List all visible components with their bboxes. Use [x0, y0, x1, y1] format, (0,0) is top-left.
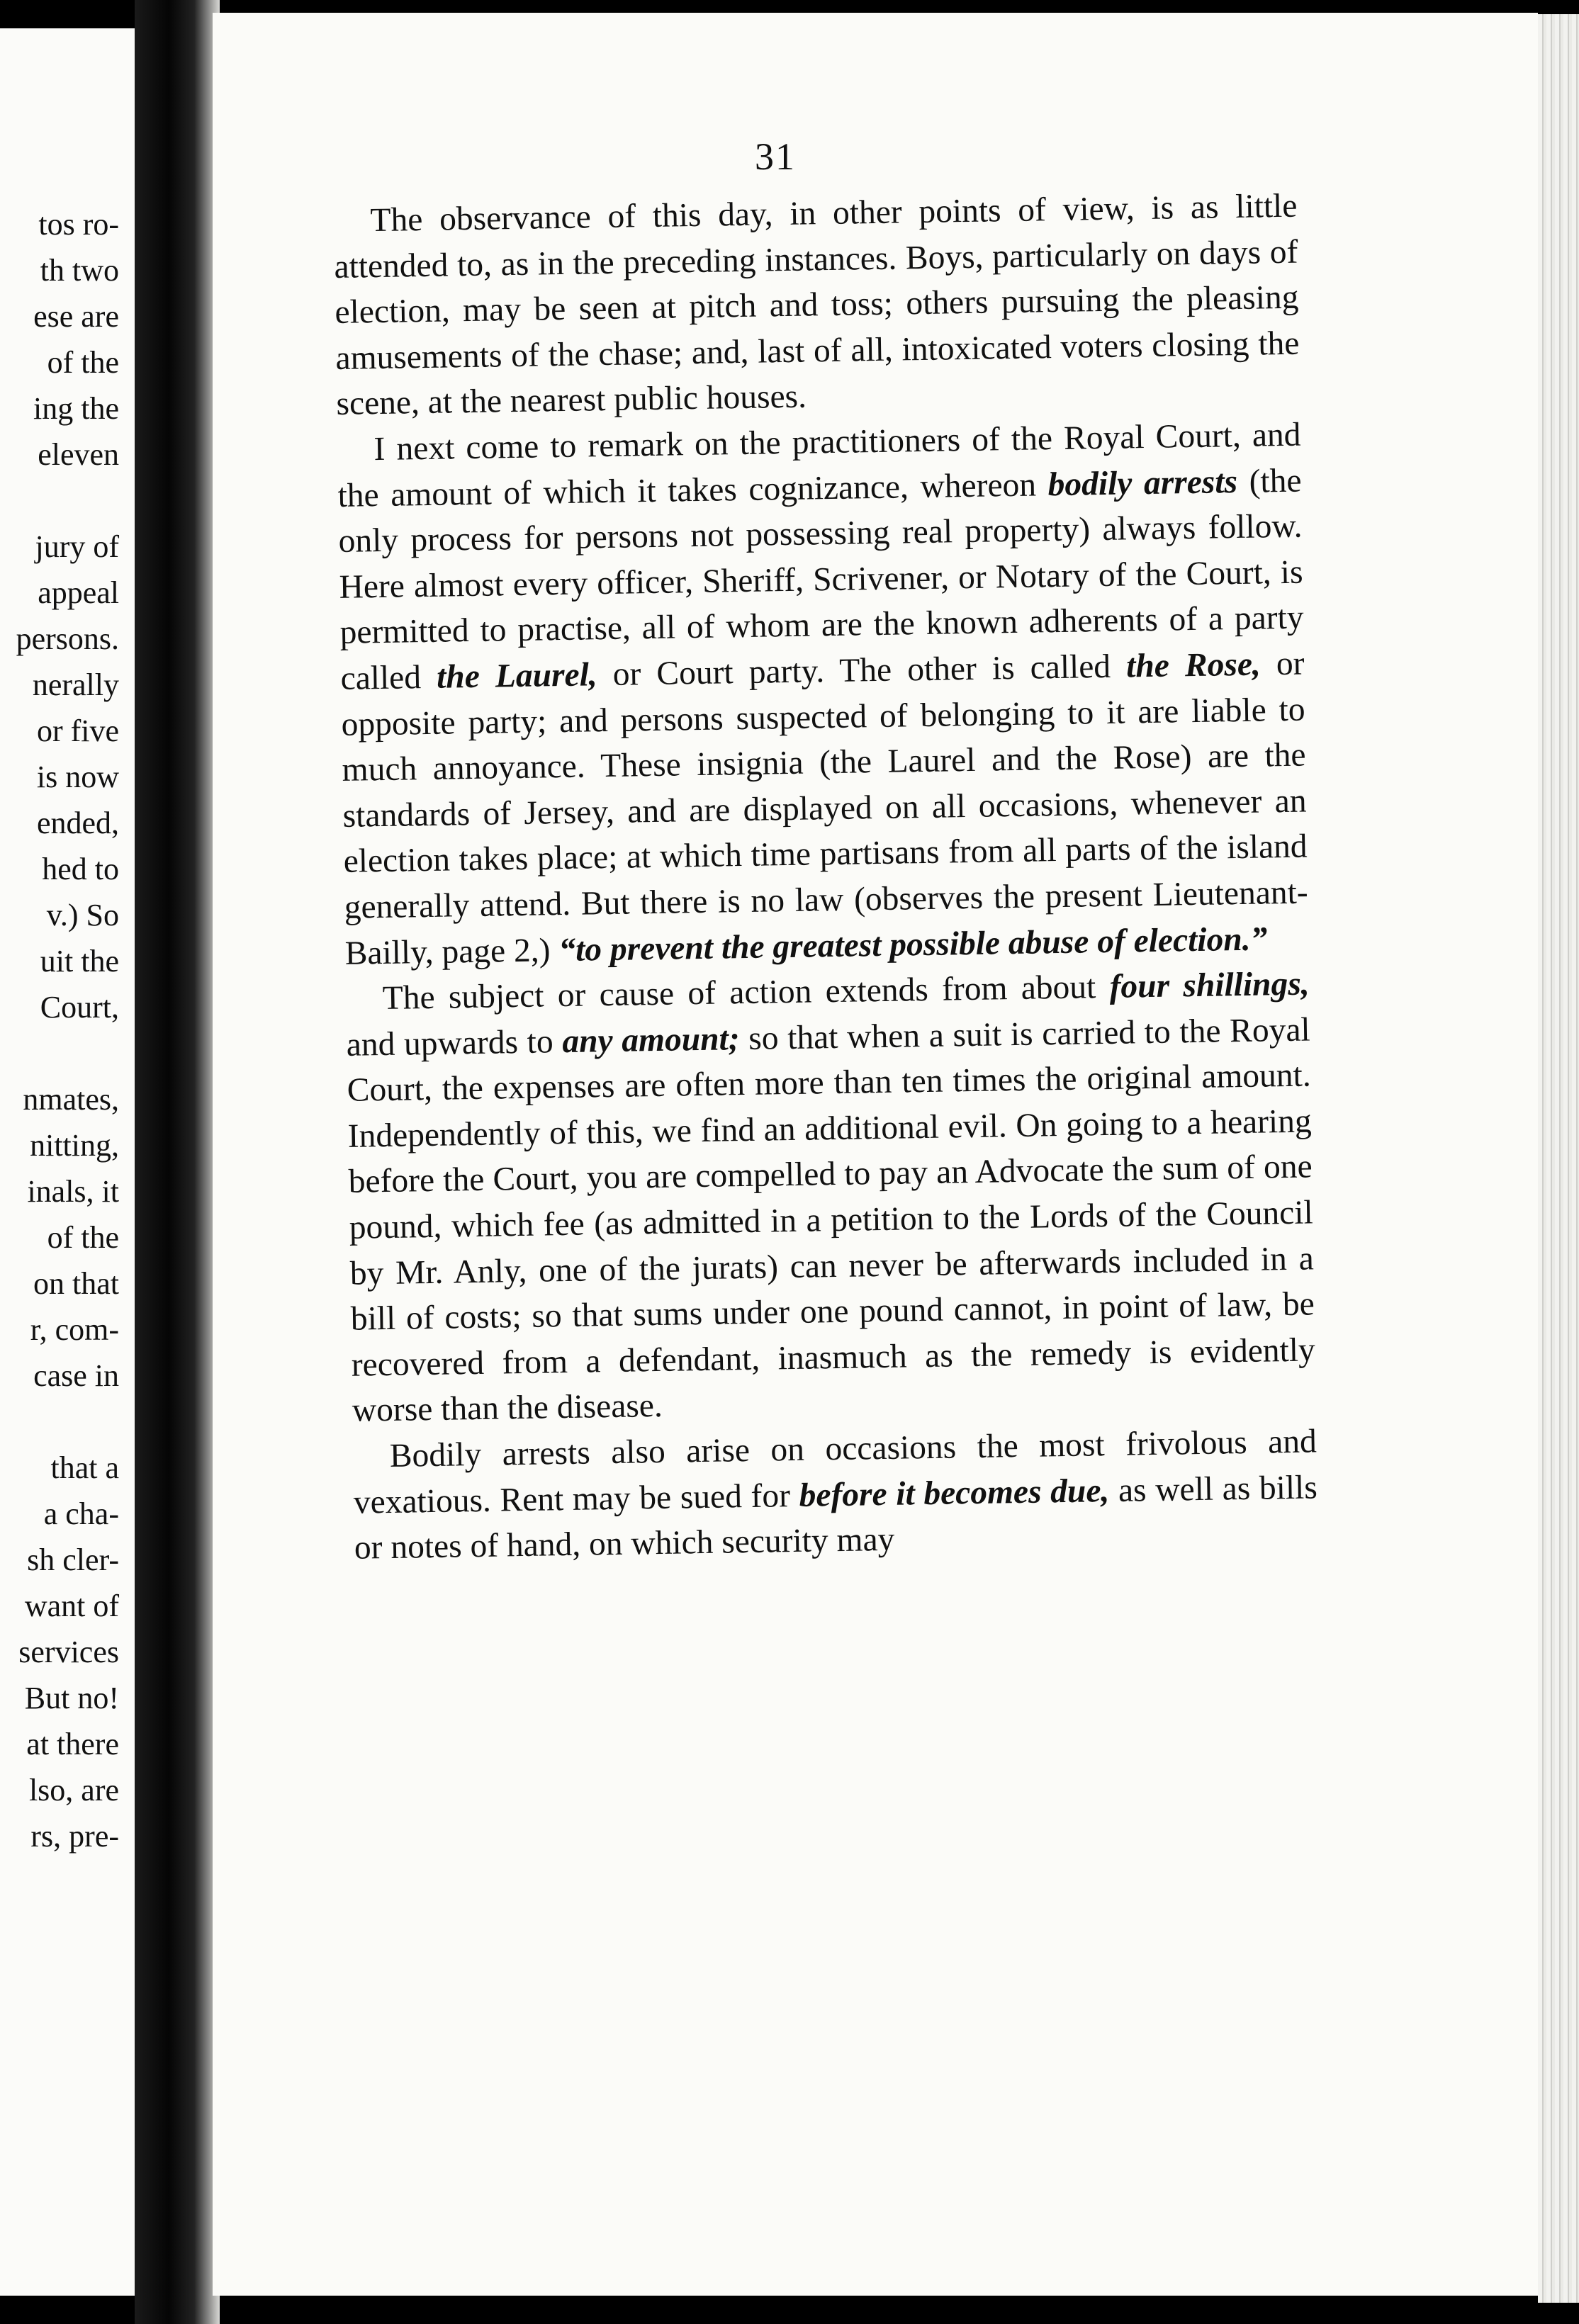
page-edges [1538, 14, 1579, 2303]
paragraph-3: The subject or cause of action extends from about four shillings, and upwards to any amount; so that when a suit is carried to the Royal Court, the expenses are often more than ten times the original amount. Independently of this, we find an additional evil. On going to a hearing before the Court, you are compelled to pay an Advocate the sum of one pound, which fee (as admitted in a petition to the Lords of the Council by Mr. Anly, one of the jurats) can never be afterwards included in a bill of costs; so that sums under one pound cannot, in point of law, be recovered from a defendant, inasmuch as the remedy is evidently worse than the disease. [346, 965, 1316, 1430]
left-page-line: rs, pre- [30, 1819, 119, 1854]
left-page-line: inals, it [27, 1174, 119, 1209]
paragraph-1: The observance of this day, in other points of view, is as little attended to, as in the preceding instances. Boys, particularly on days of election, may be seen at pitch and toss; others pursuing the pleasing amusements of the chase; and, last of all, intoxicated voters closing the scene, at the nearest public houses. [334, 187, 1300, 423]
left-facing-page [0, 28, 135, 2296]
left-page-line: uit the [40, 944, 119, 978]
left-page-line: ended, [36, 806, 119, 840]
left-page-line: But no! [24, 1681, 119, 1715]
left-page-line: jury of [35, 529, 119, 564]
left-page-line: nerally [32, 667, 119, 702]
body-text [333, 184, 1318, 1572]
left-page-line: eleven [38, 437, 119, 472]
left-page-line: of the [47, 1220, 119, 1255]
left-page-line: lso, are [28, 1773, 119, 1807]
left-page-line: at there [26, 1727, 119, 1761]
left-page-line: ing the [33, 391, 119, 426]
left-page-line: is now [36, 760, 119, 794]
left-page-line: hed to [42, 852, 119, 886]
left-page-line: persons. [16, 621, 119, 656]
paragraph-4: Bodily arrests also arise on occasions the most frivolous and vexatious. Rent may be sued for before it becomes due, as well as bills or notes of hand, on which security may [353, 1423, 1318, 1567]
left-page-line: appeal [38, 575, 119, 610]
left-page-line: r, com- [30, 1312, 119, 1347]
left-page-line: services [18, 1635, 119, 1669]
left-page-line: case in [33, 1358, 119, 1393]
left-page-line: of the [47, 345, 119, 380]
paragraph-2: I next come to remark on the practitioners of the Royal Court, and the amount of which it takes cognizance, whereon bodily arrests (the only process for persons not possessing real property) always follow. Here almost every officer, Sheriff, Scrivener, or Notary of the Court, is permitted to practise, all of whom are the known adherents of a party called the Laurel, or Court party. The other is called the Rose, or opposite party; and persons suspected of belonging to it are liable to much annoyance. These insignia (the Laurel and the Rose) are the standards of Jersey, and are displayed on all occasions, whenever an election takes place; at which time partisans from all parts of the island generally attend. But there is no law (observes the present Lieutenant-Bailly, page 2,) “to prevent the greatest possible abuse of election.” [337, 416, 1308, 972]
left-page-line: or five [36, 713, 119, 748]
left-page-line: ese are [33, 299, 119, 334]
left-page-line: that a [50, 1450, 119, 1485]
left-page-line: tos ro- [38, 207, 119, 242]
book-gutter [135, 0, 220, 2324]
left-page-line: on that [33, 1266, 119, 1301]
left-page-line: nmates, [23, 1082, 119, 1117]
left-page-line: th two [40, 253, 119, 288]
left-page-line: a cha- [43, 1496, 119, 1531]
left-page-line: v.) So [46, 898, 119, 932]
left-page-line: want of [24, 1589, 119, 1623]
left-page-line: Court, [40, 990, 119, 1025]
page-number: 31 [755, 135, 796, 178]
left-page-line: nitting, [30, 1128, 119, 1163]
left-page-line: sh cler- [27, 1542, 119, 1577]
